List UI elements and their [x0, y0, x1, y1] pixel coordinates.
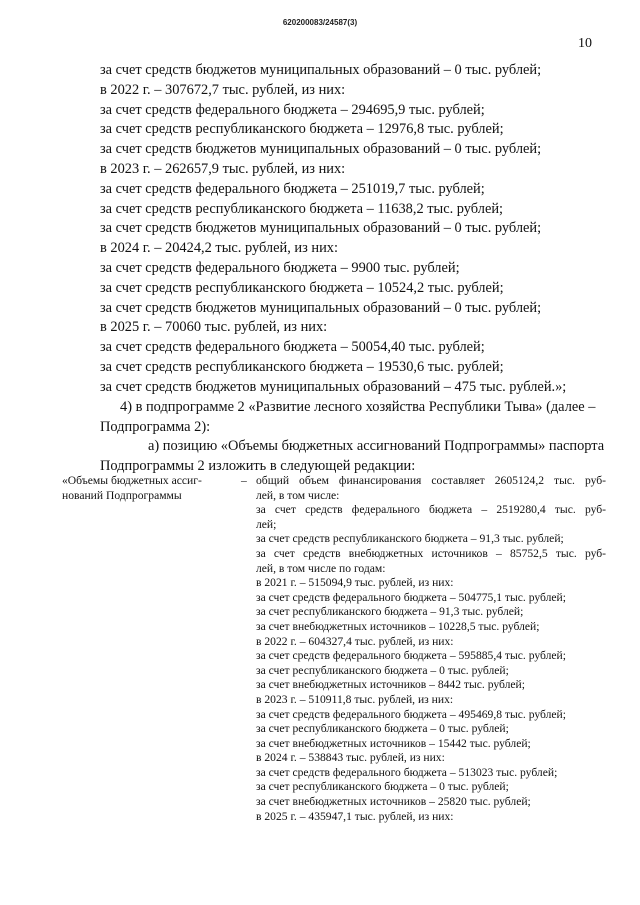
table-left-line: «Объемы бюджетных ассиг- — [62, 474, 202, 487]
text-line: в 2022 г. – 307672,7 тыс. рублей, из них: — [100, 81, 346, 98]
page-number: 10 — [578, 36, 592, 51]
text-line: за счет средств федерального бюджета – 9900 тыс. рублей; — [100, 259, 460, 276]
table-left-cell — [62, 474, 242, 503]
table-right-line: за счет республиканского бюджета – 0 тыс. рублей; — [256, 663, 509, 677]
table-right-line: в 2022 г. – 604327,4 тыс. рублей, из них: — [256, 634, 454, 648]
table-right-line: за счет средств внебюджетных источников – 85752,5 тыс. руб- — [256, 546, 606, 560]
paragraph-4-line-1: 4) в подпрограмме 2 «Развитие лесного хозяйства Республики Тыва» (далее – — [120, 399, 596, 415]
text-line: за счет средств республиканского бюджета – 12976,8 тыс. рублей; — [100, 121, 504, 138]
table-right-line: за счет внебюджетных источников – 15442 тыс. рублей; — [256, 736, 531, 750]
table-right-line: за счет средств федерального бюджета – 2519280,4 тыс. руб- — [256, 503, 606, 517]
text-line: за счет средств республиканского бюджета – 10524,2 тыс. рублей; — [100, 279, 504, 296]
table-right-line: за счет республиканского бюджета – 0 тыс. рублей; — [256, 722, 509, 736]
table-right-line: лей, в том числе по годам: — [256, 561, 386, 575]
text-line: за счет средств бюджетов муниципальных образований – 0 тыс. рублей; — [100, 220, 542, 237]
table-right-line: за счет средств федерального бюджета – 495469,8 тыс. рублей; — [256, 707, 566, 721]
table-right-line: в 2023 г. – 510911,8 тыс. рублей, из них: — [256, 692, 454, 706]
text-line: за счет средств бюджетов муниципальных образований – 0 тыс. рублей; — [100, 62, 542, 78]
paragraph-a-line-2: Подпрограммы 2 изложить в следующей редакции: — [100, 457, 416, 474]
paragraph-a-line-1: а) позицию «Объемы бюджетных ассигнований Подпрограммы» паспорта — [148, 438, 605, 454]
table-right-line: лей, в том числе: — [256, 488, 340, 502]
table-right-line: за счет внебюджетных источников – 10228,5 тыс. рублей; — [256, 619, 540, 633]
table-right-line: за счет республиканского бюджета – 0 тыс. рублей; — [256, 780, 509, 794]
table-right-line: в 2024 г. – 538843 тыс. рублей, из них: — [256, 751, 445, 765]
table-right-line: за счет средств федерального бюджета – 595885,4 тыс. рублей; — [256, 649, 566, 663]
paragraph-4 — [100, 398, 594, 438]
text-line: за счет средств республиканского бюджета – 11638,2 тыс. рублей; — [100, 200, 504, 217]
funding-list-continued — [100, 61, 592, 398]
table-right-line: за счет средств федерального бюджета – 504775,1 тыс. рублей; — [256, 590, 566, 604]
table-right-line: лей; — [256, 517, 277, 531]
table-dash: – — [241, 474, 247, 487]
text-line: за счет средств бюджетов муниципальных образований – 475 тыс. рублей.»; — [100, 378, 567, 395]
paragraph-a — [100, 437, 605, 477]
table-right-line: за счет внебюджетных источников – 8442 тыс. рублей; — [256, 678, 525, 692]
text-line: в 2025 г. – 70060 тыс. рублей, из них: — [100, 319, 328, 336]
document-code: 620200083/24587(3) — [282, 18, 358, 27]
paragraph-4-line-2: Подпрограмма 2): — [100, 418, 211, 435]
table-right-line: за счет средств федерального бюджета – 513023 тыс. рублей; — [256, 765, 558, 779]
text-line: в 2024 г. – 20424,2 тыс. рублей, из них: — [100, 240, 338, 257]
text-line: за счет средств бюджетов муниципальных образований – 0 тыс. рублей; — [100, 299, 542, 316]
text-line: за счет средств федерального бюджета – 294695,9 тыс. рублей; — [100, 101, 485, 118]
table-right-cell — [256, 474, 606, 824]
text-line: за счет средств бюджетов муниципальных образований – 0 тыс. рублей; — [100, 141, 542, 158]
table-right-line: за счет средств республиканского бюджета – 91,3 тыс. рублей; — [256, 532, 564, 546]
table-left-line: нований Подпрограммы — [62, 488, 182, 502]
table-right-line: в 2021 г. – 515094,9 тыс. рублей, из них: — [256, 576, 454, 590]
text-line: за счет средств республиканского бюджета – 19530,6 тыс. рублей; — [100, 358, 504, 375]
table-right-line: общий объем финансирования составляет 2605124,2 тыс. руб- — [256, 474, 606, 487]
table-right-line: за счет внебюджетных источников – 25820 тыс. рублей; — [256, 795, 531, 809]
table-right-line: в 2025 г. – 435947,1 тыс. рублей, из них: — [256, 809, 454, 823]
text-line: за счет средств федерального бюджета – 251019,7 тыс. рублей; — [100, 180, 485, 197]
text-line: в 2023 г. – 262657,9 тыс. рублей, из них: — [100, 160, 346, 177]
table-right-line: за счет республиканского бюджета – 91,3 тыс. рублей; — [256, 605, 524, 619]
text-line: за счет средств федерального бюджета – 50054,40 тыс. рублей; — [100, 339, 485, 356]
